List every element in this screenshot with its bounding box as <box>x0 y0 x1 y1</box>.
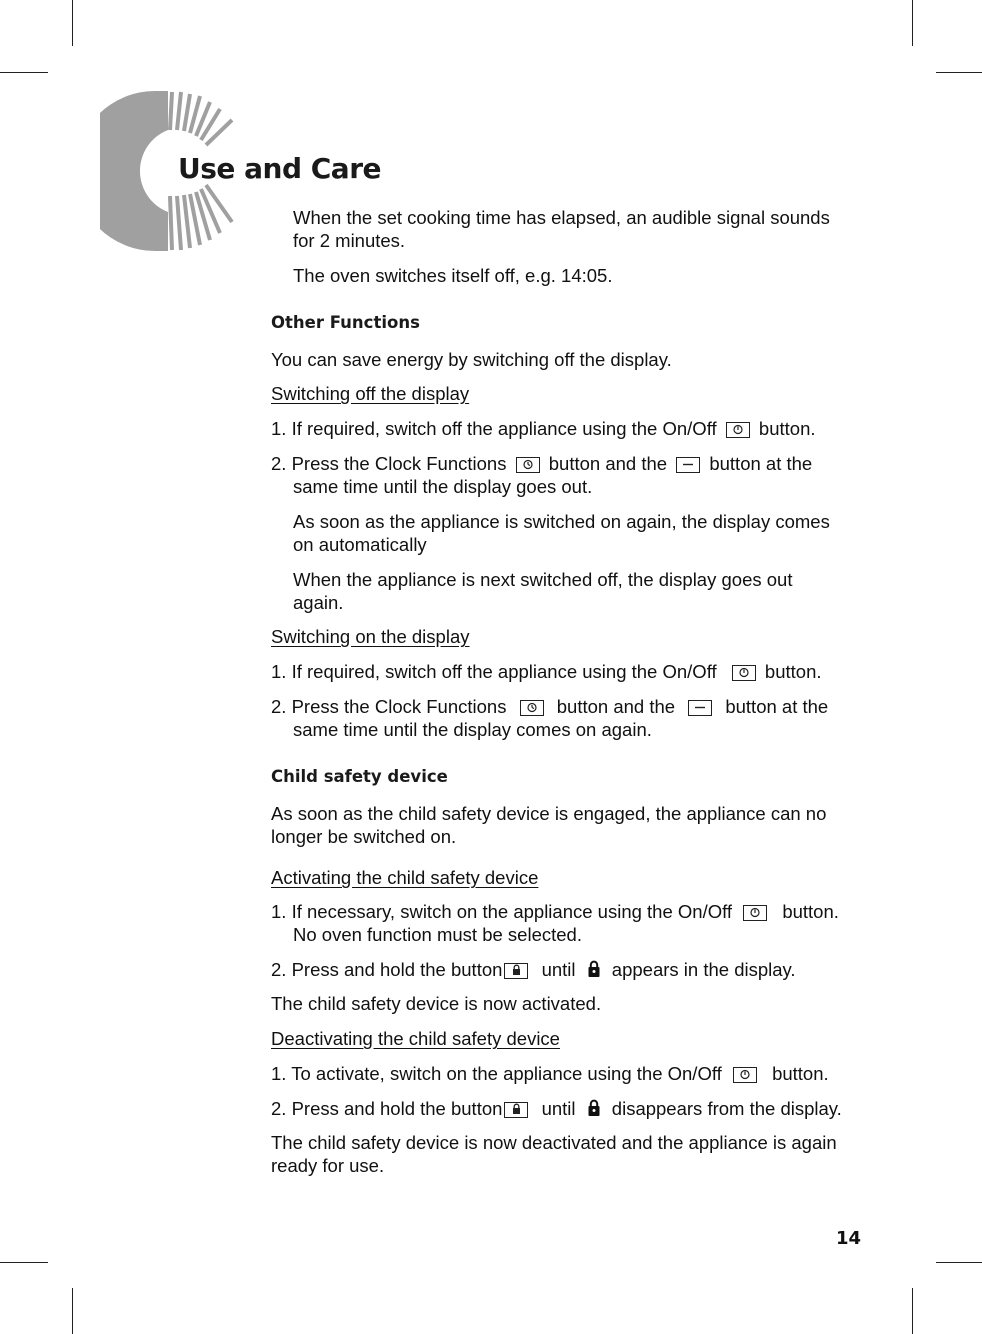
step-text: button and the <box>548 453 668 474</box>
lock-icon <box>587 960 601 978</box>
step-text: 1. To activate, switch on the appliance using the On/Off <box>271 1063 722 1084</box>
crop-mark <box>0 72 48 73</box>
result-text: ready for use. <box>271 1155 385 1176</box>
note: on automatically <box>293 534 427 555</box>
lock-icon <box>587 1099 601 1117</box>
subheading-switch-off: Switching off the display <box>271 383 470 404</box>
section-desc: You can save energy by switching off the display. <box>271 349 672 370</box>
step-text: 2. Press the Clock Functions <box>271 696 507 717</box>
subheading-deactivate: Deactivating the child safety device <box>271 1028 560 1049</box>
step-text: 1. If necessary, switch on the appliance using the On/Off <box>271 901 733 922</box>
result-text: The child safety device is now activated. <box>271 993 602 1014</box>
step-text: 2. Press the Clock Functions <box>271 453 507 474</box>
on-off-button-icon <box>733 1067 757 1083</box>
clock-functions-button-icon <box>516 457 540 473</box>
step-continuation: same time until the display comes on again. <box>293 719 652 740</box>
step <box>271 900 839 923</box>
crop-mark <box>912 0 913 46</box>
minus-button-icon <box>676 457 700 473</box>
on-off-button-icon <box>732 665 756 681</box>
on-off-button-icon <box>743 905 767 921</box>
crop-mark <box>936 72 982 73</box>
step-continuation: No oven function must be selected. <box>293 924 582 945</box>
note: again. <box>293 592 344 613</box>
step-text: appears in the display. <box>611 959 796 980</box>
intro-line: for 2 minutes. <box>293 230 406 251</box>
crop-mark <box>912 1288 913 1334</box>
step-text: 2. Press and hold the button <box>271 1098 503 1119</box>
crop-mark <box>72 1288 73 1334</box>
step-text: until <box>541 1098 576 1119</box>
step-text: 1. If required, switch off the appliance using the On/Off <box>271 661 717 682</box>
step-text: button and the <box>556 696 676 717</box>
child-lock-button-icon <box>504 1102 528 1118</box>
result-text: The child safety device is now deactivated and the appliance is again <box>271 1132 837 1153</box>
step-text: button. <box>772 1063 829 1084</box>
step-text: 2. Press and hold the button <box>271 959 503 980</box>
note: When the appliance is next switched off, the display goes out <box>293 569 793 590</box>
step-text: button. <box>764 661 822 682</box>
step-text: button at the <box>709 453 813 474</box>
minus-button-icon <box>688 700 712 716</box>
step-continuation: same time until the display goes out. <box>293 476 593 497</box>
child-lock-button-icon <box>504 963 528 979</box>
intro-line: When the set cooking time has elapsed, an audible signal sounds <box>293 207 830 228</box>
step <box>271 695 828 718</box>
note: As soon as the appliance is switched on again, the display comes <box>293 511 830 532</box>
step <box>271 660 822 683</box>
step <box>271 417 816 440</box>
step-text: 1. If required, switch off the appliance using the On/Off <box>271 418 717 439</box>
step-text: button. <box>758 418 816 439</box>
step-text: until <box>541 959 576 980</box>
step <box>271 1062 829 1085</box>
section-heading-other-functions: Other Functions <box>271 313 420 332</box>
section-desc: longer be switched on. <box>271 826 457 847</box>
subheading-switch-on: Switching on the display <box>271 626 470 647</box>
subheading-activate: Activating the child safety device <box>271 867 539 888</box>
intro-line: The oven switches itself off, e.g. 14:05. <box>293 265 613 286</box>
step <box>271 1097 842 1120</box>
step-text: button at the <box>725 696 829 717</box>
crop-mark <box>72 0 73 46</box>
page-title: Use and Care <box>178 152 382 185</box>
step <box>271 958 796 981</box>
page-number: 14 <box>836 1228 862 1249</box>
step-text: disappears from the display. <box>611 1098 842 1119</box>
crop-mark <box>0 1262 48 1263</box>
step <box>271 452 812 475</box>
step-text: button. <box>782 901 839 922</box>
on-off-button-icon <box>726 422 750 438</box>
crop-mark <box>936 1262 982 1263</box>
clock-functions-button-icon <box>520 700 544 716</box>
section-desc: As soon as the child safety device is engaged, the appliance can no <box>271 803 827 824</box>
section-heading-child-safety: Child safety device <box>271 767 448 786</box>
